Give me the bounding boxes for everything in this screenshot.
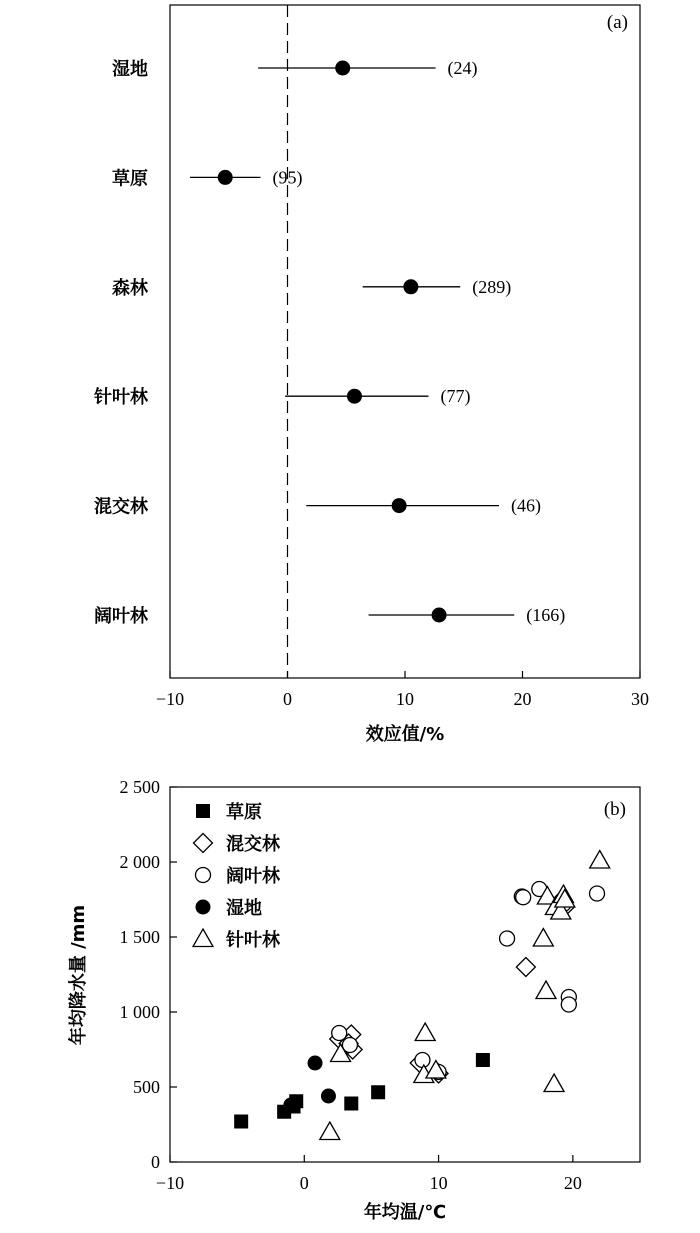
x-tick-label: −10 xyxy=(155,689,185,709)
y-tick-label: 2 000 xyxy=(119,852,160,872)
legend-label: 阔叶林 xyxy=(226,866,280,887)
x-tick-label: 20 xyxy=(513,689,532,709)
series-points xyxy=(283,1056,336,1113)
data-point xyxy=(516,958,535,977)
sample-size-label: (289) xyxy=(472,276,512,297)
legend-item xyxy=(196,897,263,919)
y-tick-label: 1 500 xyxy=(119,927,160,947)
effect-point xyxy=(403,279,418,294)
legend-item xyxy=(196,865,281,887)
effect-point xyxy=(218,170,233,185)
category-label: 森林 xyxy=(112,277,148,299)
panel-b-legend xyxy=(193,801,281,951)
effect-point xyxy=(432,608,447,623)
effect-point xyxy=(335,61,350,76)
category-label: 草原 xyxy=(112,168,148,190)
data-point xyxy=(415,1023,435,1041)
data-point xyxy=(476,1053,490,1067)
data-point xyxy=(308,1056,323,1071)
legend-label: 针叶林 xyxy=(226,930,280,951)
legend-marker xyxy=(193,929,213,947)
data-point xyxy=(590,851,610,869)
legend-label: 草原 xyxy=(226,802,262,823)
forest-row xyxy=(94,605,565,627)
series-points xyxy=(234,1053,490,1129)
legend-label: 湿地 xyxy=(226,898,262,919)
data-point xyxy=(415,1053,430,1068)
panel-a-forest-plot xyxy=(94,5,649,745)
panel-a-x-axis-label: 效应值/% xyxy=(365,724,445,745)
y-tick-label: 1 000 xyxy=(119,1002,160,1022)
data-point xyxy=(561,997,576,1012)
legend-label: 混交林 xyxy=(226,834,280,855)
panel-b-label: (b) xyxy=(603,799,626,820)
data-point xyxy=(371,1085,385,1099)
sample-size-label: (46) xyxy=(511,495,541,516)
sample-size-label: (95) xyxy=(272,167,303,188)
x-tick-label: 10 xyxy=(396,689,414,709)
forest-row xyxy=(112,277,511,299)
x-tick-label: 20 xyxy=(563,1173,582,1193)
legend-marker xyxy=(196,804,210,818)
sample-size-label: (24) xyxy=(447,58,478,78)
panel-b-axis-ticks xyxy=(120,777,582,1193)
y-tick-label: 2 500 xyxy=(119,777,160,797)
legend-item xyxy=(194,833,281,855)
category-label: 混交林 xyxy=(94,496,148,518)
legend-marker xyxy=(196,868,211,883)
forest-row xyxy=(94,386,471,408)
panel-a-plot-frame xyxy=(170,5,640,678)
x-tick-label: 0 xyxy=(283,689,292,709)
x-tick-label: 30 xyxy=(631,689,649,709)
data-point xyxy=(332,1026,347,1041)
data-point xyxy=(500,931,515,946)
legend-marker xyxy=(196,900,211,915)
panel-b-y-axis-label: 年均降水量 /mm xyxy=(68,904,89,1046)
data-point xyxy=(533,929,553,947)
data-point xyxy=(344,1097,358,1111)
series-points xyxy=(330,890,575,1083)
effect-point xyxy=(392,498,407,513)
panel-a-label: (a) xyxy=(606,12,628,33)
forest-row xyxy=(112,167,302,189)
category-label: 阔叶林 xyxy=(94,606,148,627)
x-tick-label: 10 xyxy=(429,1173,448,1193)
data-point xyxy=(321,1089,336,1104)
legend-marker xyxy=(194,834,213,853)
sample-size-label: (166) xyxy=(526,605,566,625)
panel-b-scatter-plot xyxy=(67,777,640,1223)
data-point xyxy=(544,1074,564,1092)
data-point xyxy=(536,981,556,999)
x-tick-label: 0 xyxy=(299,1173,309,1193)
x-tick-label: −10 xyxy=(155,1173,185,1193)
forest-row xyxy=(94,496,541,518)
effect-point xyxy=(347,389,362,404)
data-point xyxy=(234,1115,248,1129)
data-point xyxy=(590,886,605,901)
legend-item xyxy=(196,801,262,823)
panel-b-data-points xyxy=(234,851,610,1140)
y-tick-label: 500 xyxy=(133,1077,160,1097)
sample-size-label: (77) xyxy=(440,386,471,407)
category-label: 湿地 xyxy=(112,59,148,80)
y-tick-label: 0 xyxy=(151,1152,160,1172)
data-point xyxy=(516,890,531,905)
panel-a-x-ticks xyxy=(156,671,649,709)
forest-row xyxy=(112,58,478,80)
data-point xyxy=(283,1098,298,1113)
category-label: 针叶林 xyxy=(94,387,148,409)
panel-a-rows xyxy=(94,58,565,627)
legend-item xyxy=(193,929,281,951)
panel-b-x-axis-label: 年均温/℃ xyxy=(363,1202,447,1223)
data-point xyxy=(320,1122,340,1140)
